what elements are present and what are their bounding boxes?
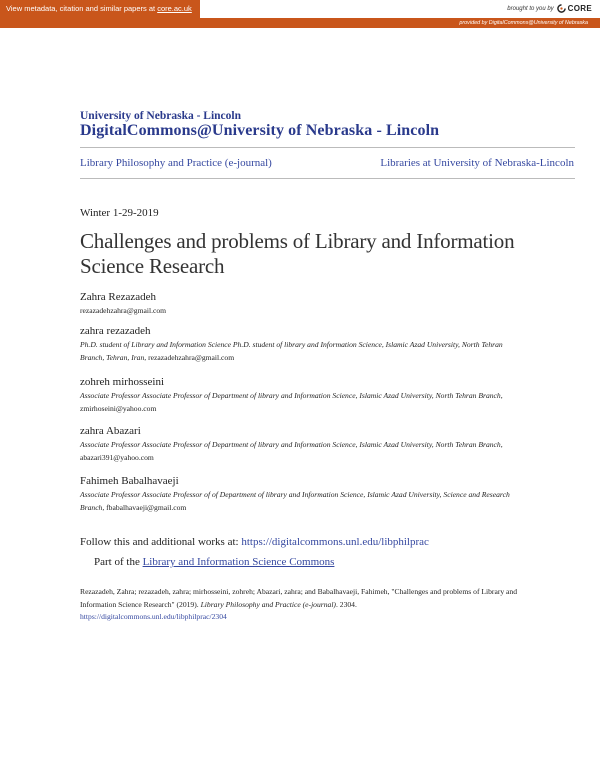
author-contact: , zmirhoseini@yahoo.com — [80, 391, 503, 413]
author-detail — [80, 339, 520, 364]
author-name: Fahimeh Babalhavaeji — [80, 475, 179, 487]
author-name: Zahra Rezazadeh — [80, 291, 157, 303]
author-affiliation: Associate Professor Associate Professor of Department of library and Information Science, Islamic Azad University, North Tehran Branch — [80, 440, 501, 449]
repository-name[interactable]: DigitalCommons@University of Nebraska - Lincoln — [80, 122, 440, 139]
author-affiliation: Associate Professor Associate Professor of Department of library and Information Science, Islamic Azad University, North Tehran Branch — [80, 391, 501, 400]
author-contact: , rezazadehzahra@gmail.com — [144, 352, 235, 362]
author-name: zahra rezazadeh — [80, 325, 151, 337]
core-logo[interactable] — [557, 4, 592, 13]
core-brand[interactable] — [507, 4, 592, 13]
publication-date: Winter 1-29-2019 — [80, 207, 159, 219]
author-contact: , fbabalhavaeji@gmail.com — [102, 502, 187, 512]
citation-journal: Library Philosophy and Practice (e-journal) — [200, 599, 336, 609]
citation-link[interactable]: https://digitalcommons.unl.edu/libphilprac/2304 — [80, 612, 227, 621]
recommended-citation — [80, 586, 520, 624]
author-detail — [80, 390, 520, 415]
brought-by-text: brought to you by — [507, 5, 554, 12]
core-logo-text: CORE — [567, 4, 592, 13]
libraries-link[interactable]: Libraries at University of Nebraska-Lincoln — [380, 157, 574, 169]
follow-link[interactable]: https://digitalcommons.unl.edu/libphilprac — [241, 536, 429, 548]
author-affiliation: Ph.D. student of Library and Information Science Ph.D. student of library and Information Science, Islamic Azad University, North Tehran Branch, Tehran, Iran — [80, 340, 503, 362]
provided-by-text: provided by DigitalCommons@University of Nebraska — [459, 20, 588, 26]
follow-text: Follow this and additional works at: — [80, 536, 242, 548]
author-3 — [80, 376, 520, 415]
core-ac-uk-link[interactable]: core.ac.uk — [157, 4, 192, 13]
author-contact: rezazadehzahra@gmail.com — [80, 306, 167, 315]
header-divider-top — [80, 147, 575, 148]
part-of-line — [94, 556, 334, 568]
author-5 — [80, 475, 520, 514]
core-banner — [0, 0, 600, 18]
author-detail — [80, 439, 520, 464]
author-email — [80, 305, 520, 318]
author-name: zohreh mirhosseini — [80, 376, 165, 388]
provided-by-bar[interactable] — [0, 18, 600, 28]
view-metadata-text: View metadata, citation and similar papers at — [6, 4, 158, 13]
author-contact: , abazari391@yahoo.com — [80, 440, 503, 462]
author-2 — [80, 325, 520, 364]
citation-number: . 2304. — [335, 599, 357, 609]
header-divider-bottom — [80, 178, 575, 179]
article-title: Challenges and problems of Library and Information Science Research — [80, 229, 515, 278]
commons-link[interactable]: Library and Information Science Commons — [142, 556, 335, 568]
author-1 — [80, 291, 520, 318]
institution-name[interactable]: University of Nebraska - Lincoln — [80, 110, 241, 122]
author-name: zahra Abazari — [80, 425, 141, 437]
journal-link[interactable]: Library Philosophy and Practice (e-journal) — [80, 157, 272, 169]
author-affiliation: Associate Professor Associate Professor of of Department of library and Information Science, Islamic Azad University, Science and Research Branch — [80, 490, 510, 512]
follow-line — [80, 536, 429, 548]
author-4 — [80, 425, 520, 464]
core-swirl-icon — [557, 4, 566, 13]
part-of-text: Part of the — [94, 556, 143, 568]
author-detail — [80, 489, 520, 514]
view-metadata-link[interactable] — [0, 0, 200, 18]
citation-text: Rezazadeh, Zahra; rezazadeh, zahra; mirhosseini, zohreh; Abazari, zahra; and Babalhavaeji, Fahimeh, "Challenges and problems of Library and Information Science Research" (2019). — [80, 587, 518, 609]
